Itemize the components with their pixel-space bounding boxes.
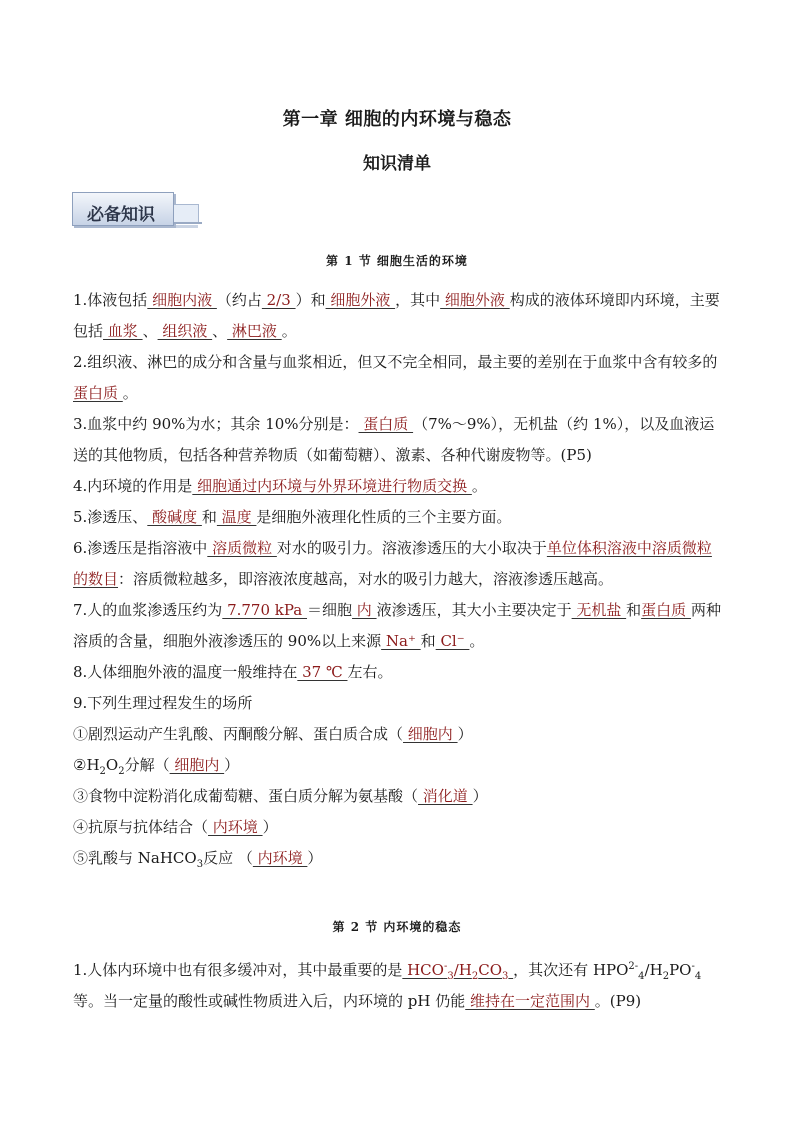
- text: CO: [478, 961, 503, 979]
- text: HCO: [402, 961, 444, 979]
- answer-blank: 37 ℃: [297, 663, 348, 681]
- answer-blank: 蛋白质: [73, 384, 123, 402]
- subscript: 3: [502, 971, 509, 982]
- text: 对水的吸引力。溶液渗透压的大小取决于: [276, 539, 547, 557]
- answer-blank: 细胞内液: [147, 291, 217, 309]
- sub-item-5: [73, 843, 723, 874]
- text: 。: [471, 477, 487, 495]
- text: /H: [453, 961, 472, 979]
- text: 。: [469, 632, 485, 650]
- text: 、: [142, 322, 158, 340]
- text: ）: [457, 725, 473, 743]
- text: /H: [644, 961, 663, 979]
- item-5: [73, 502, 723, 533]
- text: ①剧烈运动产生乳酸、丙酮酸分解、蛋白质合成（: [73, 725, 404, 743]
- text: 、: [212, 322, 228, 340]
- subscript: 2: [471, 971, 479, 982]
- superscript: -: [691, 961, 695, 972]
- subscript: 2: [118, 766, 125, 777]
- text: ，其次还有 HPO: [513, 961, 629, 979]
- text: 5.渗透压、: [73, 508, 148, 526]
- section2-item-1: [73, 955, 723, 1017]
- item-2: [73, 347, 723, 409]
- text: ，其中: [395, 291, 441, 309]
- text: （7%～9%），无机盐（约 1%），以及血液运送的其他物质，包括各种营养物质（如葡萄糖）、激素、各种代谢废物等。(P5): [73, 415, 715, 464]
- item-3: [73, 409, 723, 471]
- item-4: [73, 471, 723, 502]
- badge-label: 必备知识: [87, 205, 155, 225]
- item-6: [73, 533, 723, 595]
- text: 两种溶质的含量，细胞外液渗透压的 90%以上来源: [73, 601, 721, 650]
- text: 和: [420, 632, 436, 650]
- text: 是细胞外液理化性质的三个主要方面。: [256, 508, 512, 526]
- answer-blank: 蛋白质: [358, 415, 414, 433]
- sub-item-4: [73, 812, 723, 843]
- answer-blank: 内环境: [252, 849, 308, 867]
- answer-blank: 内环境: [208, 818, 263, 836]
- text: 1.体液包括: [73, 291, 148, 309]
- answer-blank: 血浆: [103, 322, 143, 340]
- badge-rule: [174, 222, 202, 224]
- section-badge: [70, 190, 202, 230]
- page-subtitle: 知识清单: [363, 154, 431, 174]
- answer-blank: Cl⁻: [435, 632, 470, 650]
- section-heading-1: 第 1 节 细胞生活的环境: [326, 254, 468, 268]
- sub-item-1: [73, 719, 723, 750]
- text: ）: [307, 849, 323, 867]
- subscript: 2: [662, 971, 670, 982]
- text: ＝细胞: [307, 601, 353, 619]
- item-8: [73, 657, 723, 688]
- text: 分解（: [124, 756, 170, 774]
- text: 4.内环境的作用是: [73, 477, 193, 495]
- answer-blank: 细胞外液: [440, 291, 510, 309]
- answer-blank: 淋巴液: [227, 322, 282, 340]
- subscript: 3: [196, 859, 204, 870]
- subscript: 4: [638, 971, 645, 982]
- text: ）: [224, 756, 240, 774]
- badge-plate: [72, 192, 174, 226]
- text: 。: [281, 322, 297, 340]
- answer-blank: 酸碱度: [147, 508, 202, 526]
- answer-blank: 蛋白质: [641, 601, 691, 619]
- answer-blank: 2/3: [261, 291, 296, 309]
- text: 7.人的血浆渗透压约为: [73, 601, 223, 619]
- answer-blank: 7.770 kPa: [222, 601, 308, 619]
- subscript: 3: [447, 971, 454, 982]
- superscript: -: [443, 961, 448, 972]
- answer-blank: 组织液: [157, 322, 213, 340]
- text: ④抗原与抗体结合（: [73, 818, 209, 836]
- page-title: 第一章 细胞的内环境与稳态: [282, 109, 512, 130]
- section-heading-2: 第 2 节 内环境的稳态: [332, 920, 462, 934]
- answer-blank: 内: [352, 601, 377, 619]
- text: 2.组织液、淋巴的成分和含量与血浆相近，但又不完全相同，最主要的差别在于血浆中含有较多的: [73, 353, 718, 371]
- text: ）: [472, 787, 488, 805]
- answer-blank: 细胞内: [169, 756, 225, 774]
- sub-item-2: [73, 750, 723, 781]
- answer-blank: [402, 961, 513, 982]
- answer-blank: 无机盐: [571, 601, 627, 619]
- text: 反应 （: [203, 849, 253, 867]
- text: 等。当一定量的酸性或碱性物质进入后，内环境的 pH 仍能: [73, 992, 466, 1010]
- text: ⑤乳酸与 NaHCO: [73, 849, 197, 867]
- text: 。: [122, 384, 138, 402]
- text: 和: [201, 508, 217, 526]
- text: 构成的液体环境即内环境，主要包括: [73, 291, 720, 340]
- answer-blank: 消化道: [418, 787, 473, 805]
- text: O: [105, 756, 119, 774]
- subscript: 4: [694, 971, 702, 982]
- answer-blank: 溶质微粒: [207, 539, 277, 557]
- subscript: 2: [99, 766, 106, 777]
- text: 6.渗透压是指溶液中: [73, 539, 208, 557]
- item-9: [73, 688, 723, 719]
- text: ：溶质微粒越多，即溶液浓度越高，对水的吸引力越大，溶液渗透压越高。: [118, 570, 614, 588]
- answer-blank: 温度: [216, 508, 257, 526]
- text: ）和: [295, 291, 326, 309]
- text: 3.血浆中约 90%为水；其余 10%分别是：: [73, 415, 359, 433]
- text: PO: [669, 961, 692, 979]
- answer-blank: 单位体积溶液中溶质微粒的数目: [73, 539, 712, 588]
- text: 1.人体内环境中也有很多缓冲对，其中最重要的是: [73, 961, 403, 979]
- text: 9.下列生理过程发生的场所: [73, 694, 253, 712]
- text: ③食物中淀粉消化成葡萄糖、蛋白质分解为氨基酸（: [73, 787, 419, 805]
- text: 左右。: [347, 663, 393, 681]
- sub-item-3: [73, 781, 723, 812]
- answer-blank: 维持在一定范围内: [465, 992, 595, 1010]
- text: ）: [262, 818, 278, 836]
- answer-blank: Na⁺: [381, 632, 421, 650]
- item-7: [73, 595, 723, 657]
- superscript: 2-: [628, 961, 639, 972]
- badge-tab: [174, 204, 199, 224]
- answer-blank: 细胞外液: [325, 291, 396, 309]
- item-1: [73, 285, 723, 347]
- answer-blank: 细胞通过内环境与外界环境进行物质交换: [192, 477, 472, 495]
- text: ②H: [73, 756, 100, 774]
- text: （约占: [216, 291, 262, 309]
- text: 和: [626, 601, 642, 619]
- text: 液渗透压，其大小主要决定于: [376, 601, 572, 619]
- answer-blank: 细胞内: [403, 725, 458, 743]
- text: 8.人体细胞外液的温度一般维持在: [73, 663, 298, 681]
- text: 。(P9): [594, 992, 642, 1010]
